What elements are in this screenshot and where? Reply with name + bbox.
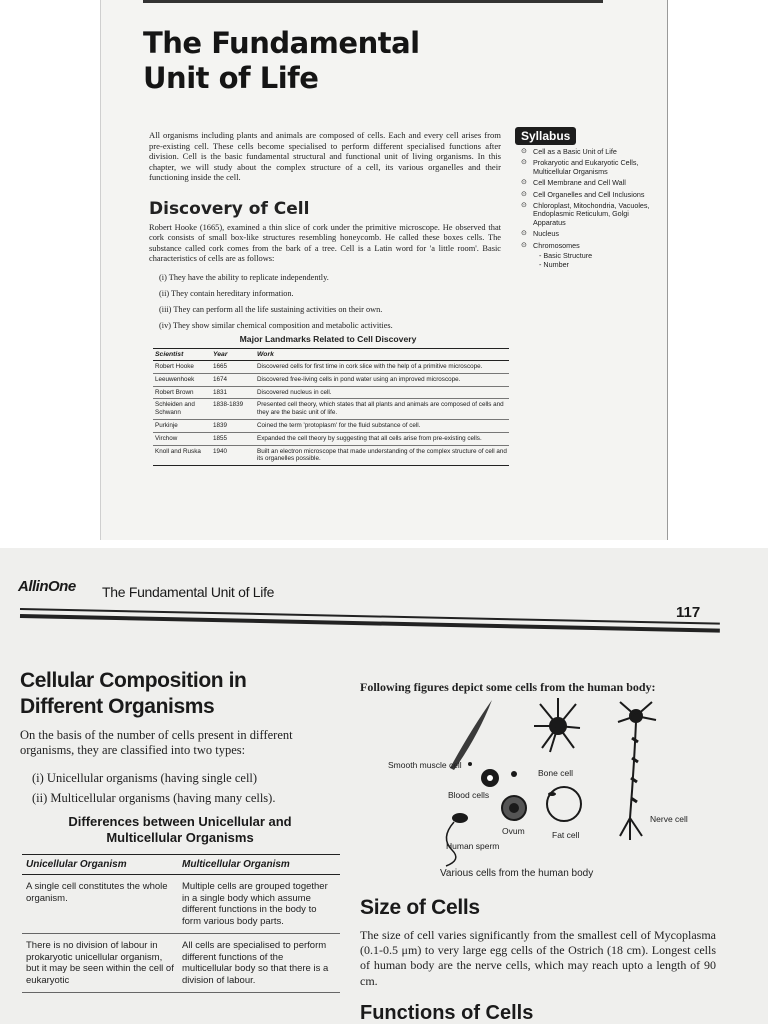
list-item: (i) Unicellular organisms (having single cell) (32, 771, 258, 785)
figure-intro: Following figures depict some cells from the human body: (360, 680, 656, 694)
cell-scientist: Schleiden and Schwann (153, 399, 211, 420)
bullet-icon: ⊙ (521, 241, 527, 249)
landmarks-title: Major Landmarks Related to Cell Discovery (239, 334, 417, 344)
cell-year: 1839 (211, 419, 255, 432)
functions-of-cells-heading: Functions of Cells (360, 1002, 534, 1024)
list-item: (ii) Multicellular organisms (having many cells). (32, 791, 276, 805)
cell-work: Expanded the cell theory by suggesting that all cells arise from pre-existing cells. (255, 432, 509, 445)
discovery-heading: Discovery of Cell (149, 199, 310, 219)
header-unicellular: Unicellular Organism (22, 855, 178, 875)
syllabus-list (521, 148, 661, 273)
cell-scientist: Virchow (153, 432, 211, 445)
cell-scientist: Knoll and Ruska (153, 445, 211, 466)
cell-scientist: Robert Hooke (153, 361, 211, 374)
list-item (521, 242, 661, 270)
list-item: - Basic Structure (539, 251, 593, 261)
cell-year: 1838-1839 (211, 399, 255, 420)
cell-work: Discovered cells for first time in cork slice with the help of a primitive microscope. (255, 361, 509, 374)
cell-year: 1855 (211, 432, 255, 445)
table-row (153, 361, 509, 374)
figure-caption: Various cells from the human body (440, 868, 594, 879)
cell-multicellular: Multiple cells are grouped together in a single body which assume different functions in the body to form various body parts. (178, 875, 340, 934)
organism-types-list (32, 768, 352, 808)
label-blood: Blood cells (448, 790, 490, 800)
cell-year: 1674 (211, 373, 255, 386)
syllabus-sublist (533, 252, 661, 270)
header-scientist: Scientist (153, 349, 211, 361)
upper-page (100, 0, 668, 540)
label-nerve: Nerve cell (650, 814, 688, 824)
table-row (153, 445, 509, 466)
syllabus-item-label: Cell as a Basic Unit of Life (533, 147, 617, 156)
top-rule (143, 0, 603, 3)
fat-cell-nucleus-icon (548, 792, 556, 796)
table-row (22, 875, 340, 934)
cell-scientist: Robert Brown (153, 386, 211, 399)
cell-work: Discovered free-living cells in pond water using an improved microscope. (255, 373, 509, 386)
table-row (153, 386, 509, 399)
cellular-composition-intro: On the basis of the number of cells present in different organisms, they are classified into two types: (20, 728, 293, 757)
syllabus-item-label: Nucleus (533, 229, 559, 239)
characteristics-list (159, 270, 499, 334)
page-number: 117 (676, 604, 701, 621)
list-item: - Number (539, 260, 569, 270)
list-item: (i) They have the ability to replicate independently. (159, 273, 329, 282)
table-row (153, 432, 509, 445)
cell-multicellular: All cells are specialised to perform different functions of the multicellular body so that there is a division of labour. (178, 934, 340, 993)
table-header-row (153, 349, 509, 361)
bullet-icon: ⊙ (521, 190, 527, 198)
lower-page (0, 548, 768, 1024)
list-item (521, 191, 661, 199)
sperm-icon (452, 813, 468, 823)
landmarks-table (153, 348, 509, 466)
cell-scientist: Purkinje (153, 419, 211, 432)
size-of-cells-heading: Size of Cells (360, 896, 480, 919)
table-row (22, 934, 340, 993)
cell-work: Coined the term 'protoplasm' for the fluid substance of cell. (255, 419, 509, 432)
human-cells-figure (380, 698, 700, 868)
cell-scientist: Leeuwenhoek (153, 373, 211, 386)
syllabus-badge: Syllabus (515, 127, 576, 145)
hooke-paragraph: Robert Hooke (1665), examined a thin slice of cork under the primitive microscope. He observed that cork consists of small box-like structures resembling honeycomb. He called these boxes cells. The substance called cork comes from the bark of a tree. Cell is a Latin word for 'a little room'. Basic characteristics of cells are as follows: (149, 223, 501, 264)
label-smooth-muscle: Smooth muscle cell (388, 760, 462, 770)
list-item (521, 202, 661, 227)
header-multicellular: Multicellular Organism (178, 855, 340, 875)
syllabus-item-label: Prokaryotic and Eukaryotic Cells, Multicellular Organisms (533, 158, 639, 176)
bullet-icon: ⊙ (521, 202, 527, 210)
list-item: (ii) They contain hereditary information. (159, 289, 294, 298)
differences-table (22, 854, 340, 993)
platelet-icon (468, 762, 472, 766)
cell-unicellular: There is no division of labour in prokaryotic unicellular organism, but it may be seen within the cell of eukaryotic (22, 934, 178, 993)
brand-logo: AllinOne (18, 578, 76, 595)
cell-work: Presented cell theory, which states that all plants and animals are composed of cells and they are the basic unit of life. (255, 399, 509, 420)
syllabus-item-label: Cell Organelles and Cell Inclusions (533, 189, 645, 199)
table-row (153, 399, 509, 420)
label-bone: Bone cell (538, 768, 573, 778)
list-item (521, 159, 661, 176)
list-item: (iii) They can perform all the life sustaining activities on their own. (159, 305, 383, 314)
table-row (153, 373, 509, 386)
chapter-intro: All organisms including plants and animals are composed of cells. Each and every cell arises from pre-existing cell. These cells become specialised to perform different specialised functions after division. Cell is the basic fundamental structural and functional unit of living organisms. In this chapter, we will study about the complex structure of a cell, its various organelles and their functioning inside the cell. (149, 130, 501, 183)
header-year: Year (211, 349, 255, 361)
platelet-icon (511, 771, 517, 777)
cell-work: Discovered nucleus in cell. (255, 386, 509, 399)
bullet-icon: ⊙ (521, 179, 527, 187)
cell-work: Built an electron microscope that made understanding of the complex structure of cell and its organelles possible. (255, 445, 509, 466)
cell-year: 1831 (211, 386, 255, 399)
chapter-title: The Fundamental Unit of Life (143, 26, 420, 95)
table-row (153, 419, 509, 432)
syllabus-item-label: Cell Membrane and Cell Wall (533, 178, 626, 188)
bullet-icon: ⊙ (521, 159, 527, 167)
cell-year: 1940 (211, 445, 255, 466)
syllabus-item-label: Chloroplast, Mitochondria, Vacuoles, Endoplasmic Reticulum, Golgi Apparatus (533, 201, 650, 227)
bullet-icon: ⊙ (521, 230, 527, 238)
table-header-row (22, 855, 340, 875)
differences-title: Differences between Unicellular and Multicellular Organisms (68, 814, 292, 845)
syllabus-item-label: Chromosomes (533, 240, 580, 250)
ovum-nucleus-icon (509, 803, 519, 813)
list-item (521, 179, 661, 187)
list-item (521, 230, 661, 238)
cellular-composition-heading: Cellular Composition in Different Organisms (20, 669, 247, 718)
running-title: The Fundamental Unit of Life (102, 584, 275, 600)
size-of-cells-text: The size of cell varies significantly from the smallest cell of Mycoplasma (0.1-0.5 μm) to very large egg cells of the Ostrich (18 cm). Longest cells of human body are the nerve cells, which may reach upto a length of 90 cm. (360, 928, 716, 988)
label-sperm: Human sperm (446, 841, 500, 851)
bone-cell-icon (534, 698, 580, 752)
bullet-icon: ⊙ (521, 148, 527, 155)
header-work: Work (255, 349, 509, 361)
cell-year: 1665 (211, 361, 255, 374)
cell-unicellular: A single cell constitutes the whole organism. (22, 875, 178, 934)
list-item (521, 148, 661, 156)
label-fat: Fat cell (552, 830, 580, 840)
list-item: (iv) They show similar chemical composition and metabolic activities. (159, 321, 393, 330)
blood-cell-core-icon (487, 775, 493, 781)
label-ovum: Ovum (502, 826, 525, 836)
